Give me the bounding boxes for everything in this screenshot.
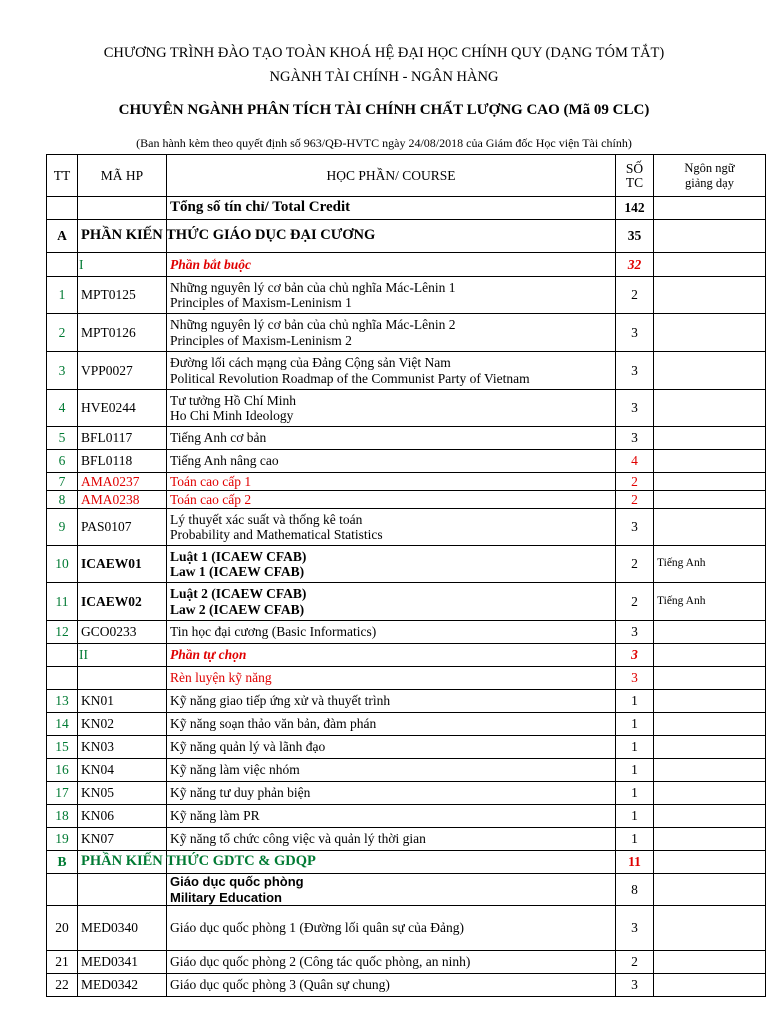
cell-code: PHẦN KIẾN THỨC GDTC & GDQP [78,851,167,874]
cell-credits: 1 [616,759,654,782]
course-name-line: Giáo dục quốc phòng 1 (Đường lối quân sự của Đảng) [170,920,464,936]
cell-course [167,491,616,509]
cell-language [654,390,766,427]
col-header-credits [616,155,654,197]
cell-course [167,874,616,906]
decision-note: (Ban hành kèm theo quyết định số 963/QĐ-HVTC ngày 24/08/2018 của Giám đốc Học viện Tài chính) [136,136,632,150]
course-name-line: Lý thuyết xác suất và thống kê toán [170,511,363,527]
cell-course [167,450,616,473]
cell-tt [47,874,78,906]
table-row [47,220,766,253]
cell-course [167,583,616,621]
cell-credits: 2 [616,583,654,621]
cell-course [167,828,616,851]
cell-tt: 16 [47,759,78,782]
cell-credits: 142 [616,197,654,220]
cell-language [654,782,766,805]
cell-credits: 1 [616,782,654,805]
course-name-line: Tiếng Anh nâng cao [170,453,279,469]
cell-language [654,851,766,874]
course-name-line: Giáo dục quốc phòng 3 (Quân sự chung) [170,977,390,993]
col-header-credits-line1: SỐ [625,160,644,176]
cell-course [167,951,616,974]
cell-tt: A [47,220,78,253]
cell-tt: 6 [47,450,78,473]
cell-tt: 20 [47,906,78,951]
table-row [47,805,766,828]
course-name-line: Kỹ năng soạn thảo văn bản, đàm phán [170,716,377,732]
cell-credits: 3 [616,352,654,390]
table-row [47,473,766,491]
cell-course [167,197,616,220]
cell-code: ICAEW02 [78,583,167,621]
cell-course [167,427,616,450]
cell-credits: 3 [616,667,654,690]
cell-tt: II [47,644,78,667]
cell-code: KN05 [78,782,167,805]
table-row [47,450,766,473]
cell-tt: 19 [47,828,78,851]
cell-credits: 1 [616,828,654,851]
table-row [47,491,766,509]
cell-course [167,621,616,644]
table-row [47,197,766,220]
cell-course [167,473,616,491]
course-name-line: Law 1 (ICAEW CFAB) [170,564,305,579]
cell-language [654,473,766,491]
cell-credits: 3 [616,427,654,450]
course-name-line: Luật 1 (ICAEW CFAB) [170,548,307,564]
course-name-line: Toán cao cấp 1 [170,473,252,489]
course-name-line: Ho Chi Minh Ideology [170,408,294,423]
table-row [47,782,766,805]
cell-code: KN06 [78,805,167,828]
table-row [47,906,766,951]
course-name-line: Kỹ năng quản lý và lãnh đạo [170,739,326,755]
cell-tt: 7 [47,473,78,491]
cell-course [167,644,616,667]
cell-course [167,690,616,713]
cell-tt: 1 [47,277,78,314]
cell-tt: 5 [47,427,78,450]
cell-language [654,974,766,997]
cell-tt: 9 [47,509,78,546]
course-name-line: Đường lối cách mạng của Đảng Cộng sản Việt Nam [170,355,451,370]
table-row [47,277,766,314]
cell-code: VPP0027 [78,352,167,390]
cell-code: AMA0237 [78,473,167,491]
table-row [47,851,766,874]
cell-language: Tiếng Anh [654,583,766,621]
cell-code [78,874,167,906]
cell-language [654,450,766,473]
cell-tt: 2 [47,314,78,352]
course-name-line: Giáo dục quốc phòng [170,874,304,889]
cell-credits: 1 [616,805,654,828]
cell-credits: 3 [616,509,654,546]
table-body [47,197,766,997]
course-name-line: Tư tưởng Hồ Chí Minh [170,392,297,408]
cell-code: HVE0244 [78,390,167,427]
cell-language [654,713,766,736]
cell-code: KN07 [78,828,167,851]
cell-code: KN02 [78,713,167,736]
course-name-line: Tiếng Anh cơ bản [170,430,267,446]
table-row [47,621,766,644]
cell-course [167,352,616,390]
cell-course [167,667,616,690]
cell-credits: 1 [616,690,654,713]
cell-course [167,736,616,759]
cell-tt: B [47,851,78,874]
cell-credits: 3 [616,906,654,951]
cell-tt: 14 [47,713,78,736]
cell-language [654,277,766,314]
cell-tt: 18 [47,805,78,828]
cell-code [78,644,167,667]
cell-credits: 2 [616,546,654,583]
cell-language [654,253,766,277]
table-row [47,690,766,713]
cell-credits: 2 [616,277,654,314]
cell-credits: 1 [616,713,654,736]
cell-credits: 3 [616,974,654,997]
cell-credits: 3 [616,644,654,667]
cell-language [654,352,766,390]
cell-language [654,690,766,713]
cell-tt: I [47,253,78,277]
cell-course [167,713,616,736]
cell-code: KN01 [78,690,167,713]
table-row [47,546,766,583]
course-name-line: Principles of Maxism-Leninism 1 [170,295,352,310]
col-header-tt: TT [47,155,78,197]
cell-course [167,314,616,352]
course-name-line: Những nguyên lý cơ bản của chủ nghĩa Mác-Lênin 1 [170,279,456,295]
table-row [47,427,766,450]
cell-language [654,667,766,690]
cell-credits: 1 [616,736,654,759]
cell-language [654,759,766,782]
cell-language [654,828,766,851]
table-row [47,951,766,974]
cell-tt: 12 [47,621,78,644]
cell-language [654,197,766,220]
cell-credits: 3 [616,390,654,427]
cell-code: BFL0118 [78,450,167,473]
table-row [47,352,766,390]
cell-code: KN03 [78,736,167,759]
table-row [47,644,766,667]
cell-code: GCO0233 [78,621,167,644]
col-header-language-line1: Ngôn ngữ [684,160,735,175]
table-row [47,667,766,690]
major-title: NGÀNH TÀI CHÍNH - NGÂN HÀNG [269,69,499,85]
cell-language [654,644,766,667]
cell-language [654,951,766,974]
cell-course [167,546,616,583]
table-row [47,974,766,997]
course-name-line: Luật 2 (ICAEW CFAB) [170,586,307,601]
cell-tt: 22 [47,974,78,997]
table-row [47,509,766,546]
cell-credits: 2 [616,491,654,509]
cell-language [654,736,766,759]
course-name-line: Phần tự chọn [170,647,247,663]
cell-language: Tiếng Anh [654,546,766,583]
table-row [47,390,766,427]
cell-code: MED0341 [78,951,167,974]
cell-tt: 4 [47,390,78,427]
cell-tt: 21 [47,951,78,974]
cell-tt: 13 [47,690,78,713]
course-name-line: Giáo dục quốc phòng 2 (Công tác quốc phòng, an ninh) [170,954,471,970]
col-header-language-line2: giảng dạy [685,175,734,190]
cell-code: AMA0238 [78,491,167,509]
course-name-line: Toán cao cấp 2 [170,491,252,507]
cell-code: ICAEW01 [78,546,167,583]
cell-language [654,220,766,253]
cell-tt [47,197,78,220]
cell-language [654,314,766,352]
col-header-language [654,155,766,197]
specialization-title: CHUYÊN NGÀNH PHÂN TÍCH TÀI CHÍNH CHẤT LƯỢNG CAO (Mã 09 CLC) [118,102,650,118]
col-header-code: MÃ HP [78,155,167,197]
course-name-line: Tin học đại cương (Basic Informatics) [170,624,377,640]
course-name-line: Kỹ năng làm việc nhóm [170,762,300,778]
course-name-line: Military Education [170,889,282,905]
cell-tt: 11 [47,583,78,621]
table-row [47,713,766,736]
cell-language [654,906,766,951]
course-name-line: Những nguyên lý cơ bản của chủ nghĩa Mác-Lênin 2 [170,317,456,332]
course-name-line: Principles of Maxism-Leninism 2 [170,332,352,348]
course-name-line: Kỹ năng tư duy phản biện [170,785,311,801]
table-row [47,874,766,906]
table-row [47,828,766,851]
cell-course [167,782,616,805]
table-row [47,759,766,782]
course-name-line: Tổng số tín chỉ/ Total Credit [170,199,351,216]
cell-credits: 11 [616,851,654,874]
document-title: CHƯƠNG TRÌNH ĐÀO TẠO TOÀN KHOÁ HỆ ĐẠI HỌC CHÍNH QUY (DẠNG TÓM TẮT) [103,45,665,61]
course-name-line: Kỹ năng giao tiếp ứng xử và thuyết trình [170,693,391,709]
course-name-line: Kỹ năng làm PR [170,808,260,824]
table-row [47,253,766,277]
cell-course [167,974,616,997]
cell-tt: 15 [47,736,78,759]
cell-code: MPT0126 [78,314,167,352]
cell-credits: 4 [616,450,654,473]
cell-credits: 3 [616,314,654,352]
cell-code [78,667,167,690]
cell-credits: 2 [616,951,654,974]
course-name-line: Law 2 (ICAEW CFAB) [170,601,305,617]
cell-credits: 35 [616,220,654,253]
cell-credits: 32 [616,253,654,277]
cell-tt: 17 [47,782,78,805]
cell-code: BFL0117 [78,427,167,450]
cell-credits: 2 [616,473,654,491]
cell-code [78,197,167,220]
col-header-course: HỌC PHẦN/ COURSE [167,155,616,197]
course-name-line: Probability and Mathematical Statistics [170,527,383,542]
cell-course [167,277,616,314]
table-row [47,583,766,621]
cell-tt [47,667,78,690]
cell-course [167,759,616,782]
cell-language [654,805,766,828]
cell-code: PHẦN KIẾN THỨC GIÁO DỤC ĐẠI CƯƠNG [78,220,167,253]
cell-language [654,874,766,906]
col-header-credits-line2: TC [625,174,644,190]
table-row [47,736,766,759]
course-name-line: Phần bắt buộc [170,256,252,272]
cell-language [654,427,766,450]
course-name-line: Political Revolution Roadmap of the Communist Party of Vietnam [170,370,530,386]
cell-code: MPT0125 [78,277,167,314]
table-row [47,314,766,352]
cell-code: MED0340 [78,906,167,951]
cell-course [167,805,616,828]
cell-code: KN04 [78,759,167,782]
cell-tt: 8 [47,491,78,509]
cell-tt: 3 [47,352,78,390]
cell-course [167,253,616,277]
cell-course [167,509,616,546]
cell-language [654,509,766,546]
table-header-row [47,155,766,197]
cell-language [654,621,766,644]
course-name-line: Kỹ năng tổ chức công việc và quản lý thời gian [170,831,426,847]
cell-credits: 8 [616,874,654,906]
cell-language [654,491,766,509]
cell-tt: 10 [47,546,78,583]
cell-code: PAS0107 [78,509,167,546]
course-name-line: Rèn luyện kỹ năng [170,670,272,686]
cell-code [78,253,167,277]
curriculum-table [46,154,766,997]
cell-credits: 3 [616,621,654,644]
cell-code: MED0342 [78,974,167,997]
cell-course [167,906,616,951]
cell-course [167,390,616,427]
